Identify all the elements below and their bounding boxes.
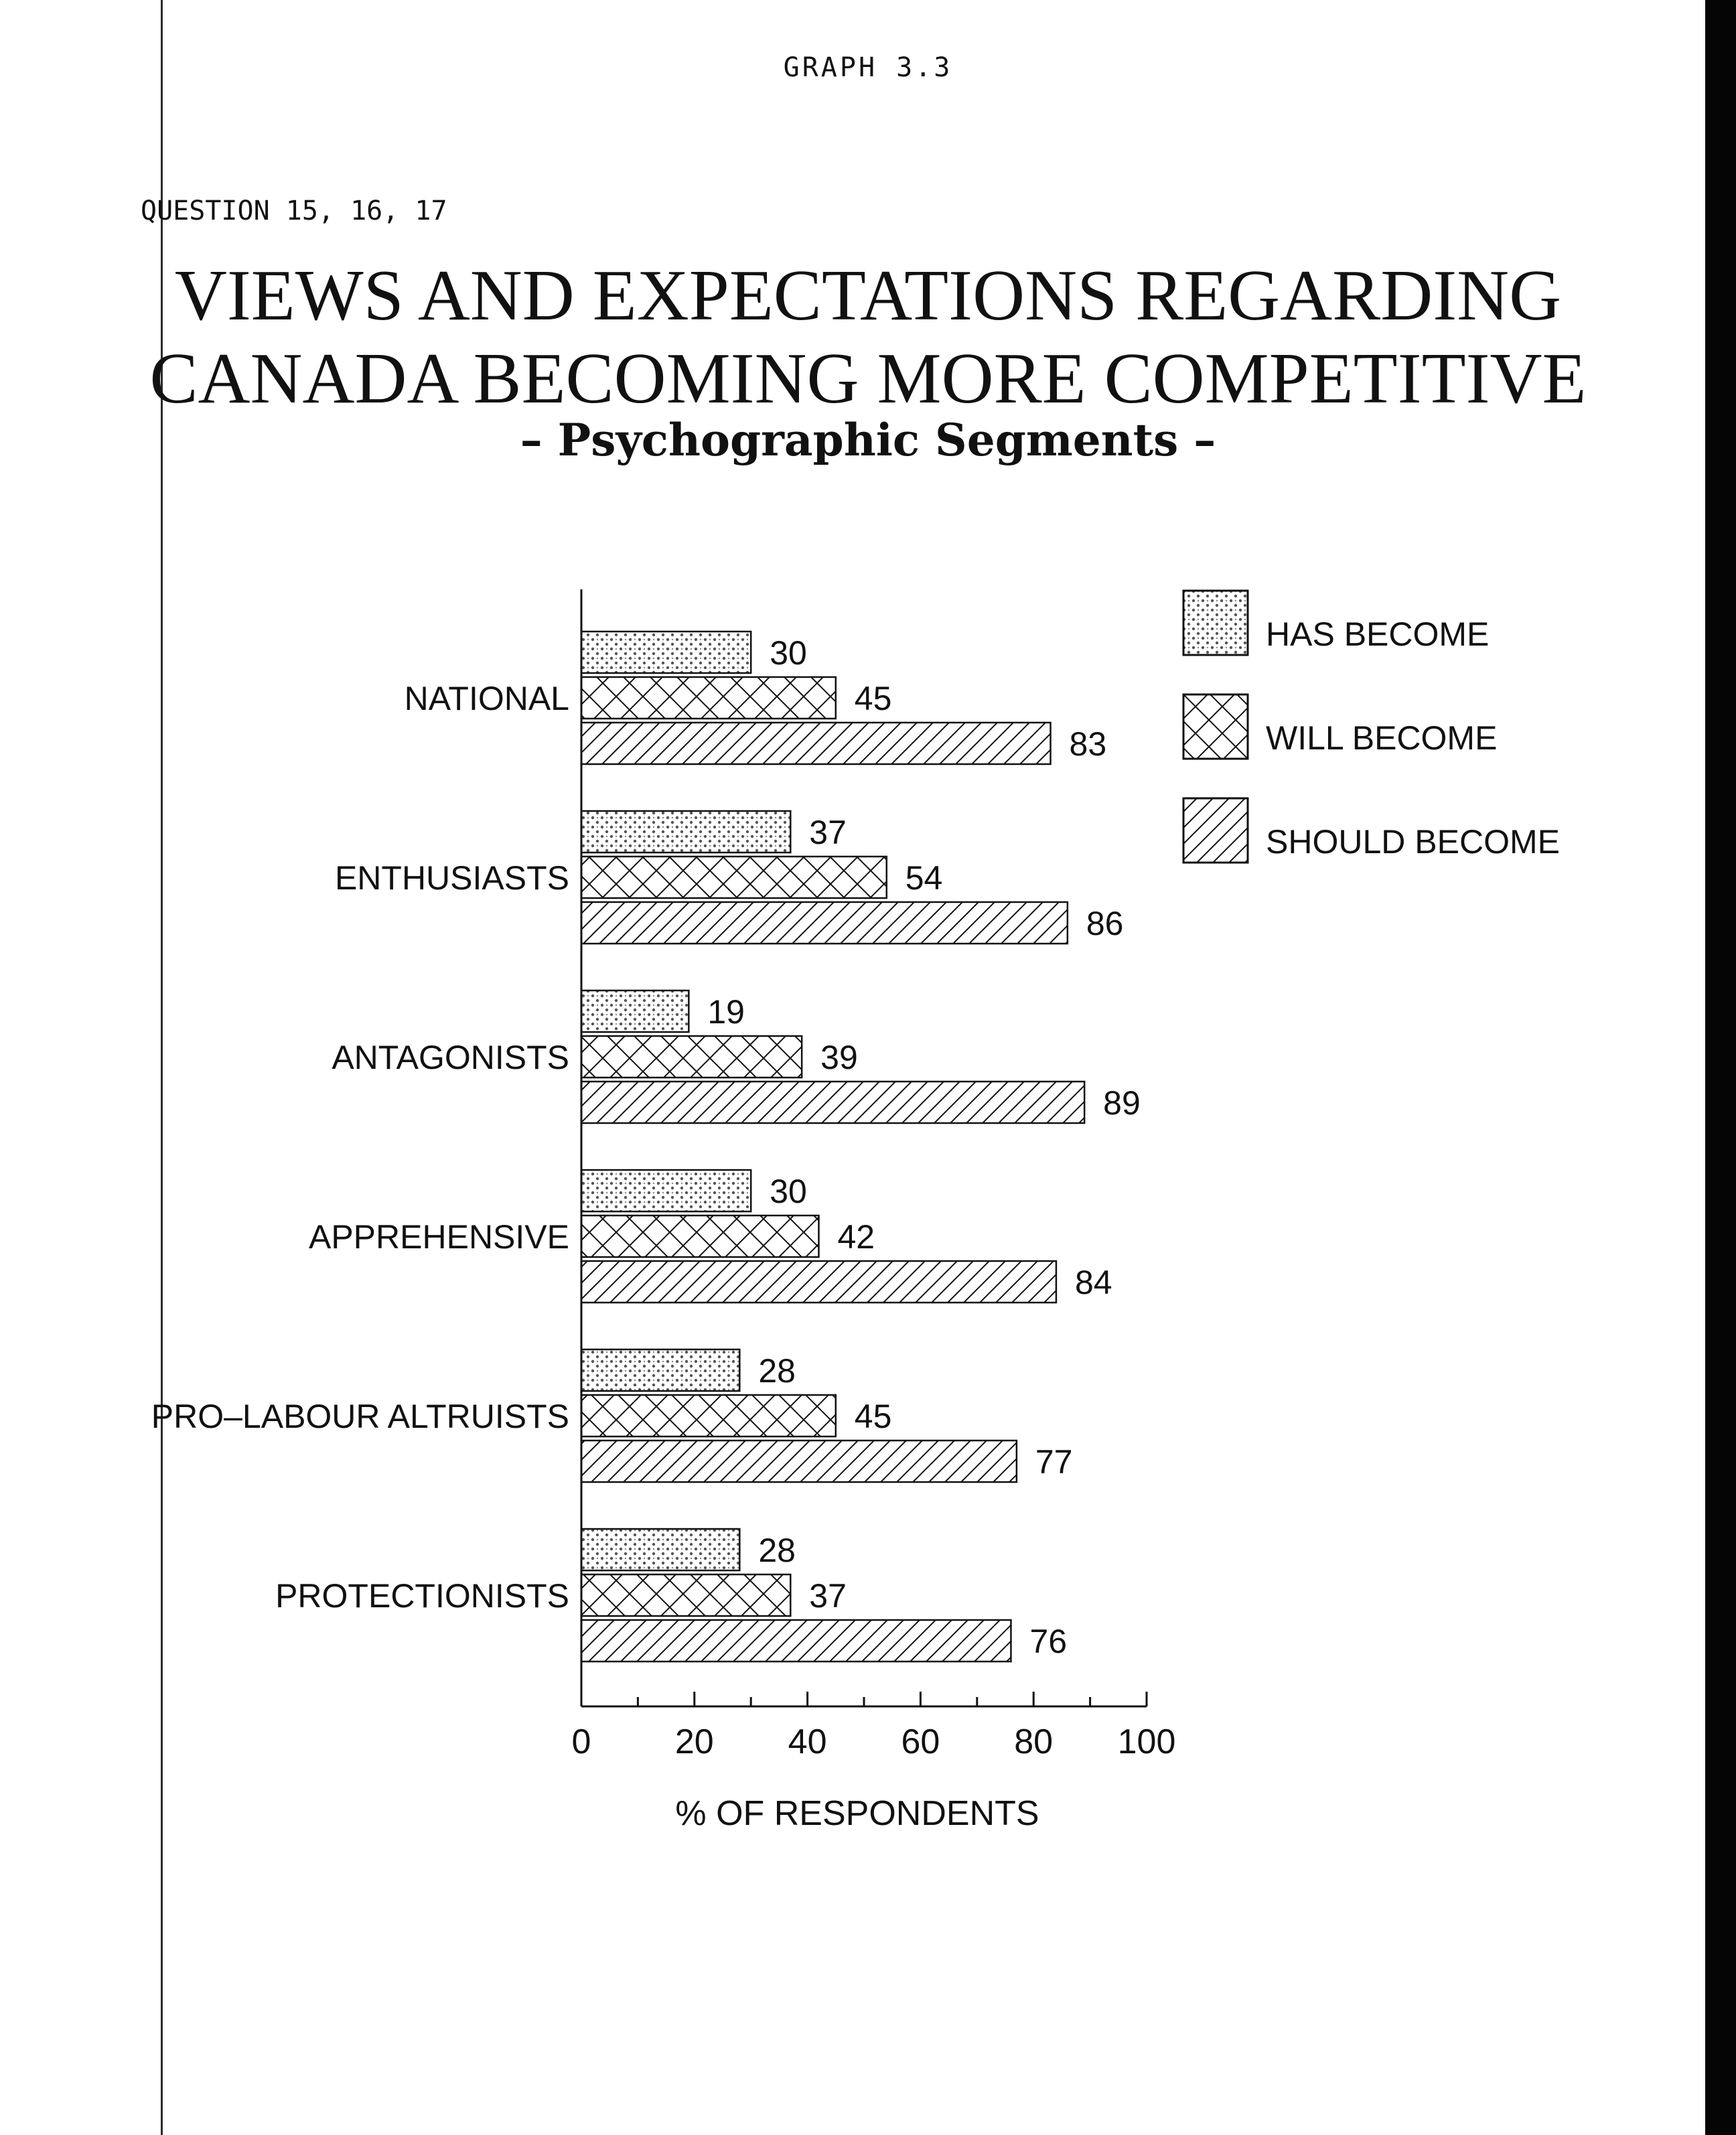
bar-national-will-become — [581, 677, 836, 719]
chart-title-line-2: CANADA BECOMING MORE COMPETITIVE — [149, 339, 1587, 419]
x-tick-label: 0 — [571, 1722, 591, 1761]
data-label-national-has-become: 30 — [770, 634, 807, 672]
x-tick-label: 20 — [674, 1722, 714, 1761]
category-label-apprehensive: APPREHENSIVE — [308, 1218, 569, 1256]
data-label-national-should-become: 83 — [1069, 725, 1107, 763]
bar-pro-labour-altruists-should-become — [581, 1441, 1017, 1482]
bar-antagonists-has-become — [581, 990, 689, 1032]
data-label-protectionists-has-become: 28 — [758, 1532, 796, 1569]
category-label-antagonists: ANTAGONISTS — [332, 1039, 569, 1076]
category-label-pro-labour-altruists: PRO–LABOUR ALTRUISTS — [151, 1398, 569, 1435]
data-label-apprehensive-has-become: 30 — [770, 1173, 807, 1210]
data-label-antagonists-will-become: 39 — [820, 1039, 858, 1076]
data-label-pro-labour-altruists-will-become: 45 — [854, 1398, 892, 1435]
category-label-national: NATIONAL — [404, 680, 569, 717]
legend-label-should-become: SHOULD BECOME — [1266, 823, 1560, 861]
legend-swatch-should-become — [1182, 797, 1249, 864]
legend-swatch-will-become — [1182, 693, 1249, 760]
data-label-protectionists-will-become: 37 — [809, 1577, 847, 1615]
bar-enthusiasts-has-become — [581, 811, 790, 853]
data-label-enthusiasts-will-become: 54 — [905, 859, 943, 897]
data-label-apprehensive-should-become: 84 — [1074, 1264, 1112, 1301]
data-label-national-will-become: 45 — [854, 680, 892, 717]
bar-protectionists-will-become — [581, 1574, 790, 1616]
bar-apprehensive-should-become — [581, 1261, 1056, 1303]
x-tick-label: 100 — [1117, 1722, 1176, 1761]
legend-label-will-become: WILL BECOME — [1266, 719, 1498, 757]
bar-antagonists-will-become — [581, 1036, 802, 1078]
bar-pro-labour-altruists-has-become — [581, 1349, 739, 1391]
bar-pro-labour-altruists-will-become — [581, 1395, 836, 1437]
data-label-apprehensive-will-become: 42 — [837, 1218, 875, 1256]
x-axis-title: % OF RESPONDENTS — [675, 1794, 1039, 1833]
x-tick-label: 40 — [788, 1722, 827, 1761]
question-reference: QUESTION 15, 16, 17 — [141, 196, 447, 226]
category-label-enthusiasts: ENTHUSIASTS — [334, 859, 569, 897]
chart-subtitle: – Psychographic Segments – — [520, 414, 1216, 466]
bar-enthusiasts-should-become — [581, 902, 1068, 944]
legend-swatch-has-become — [1182, 589, 1249, 656]
bar-apprehensive-has-become — [581, 1170, 751, 1211]
data-label-enthusiasts-should-become: 86 — [1086, 905, 1124, 942]
bar-national-should-become — [581, 723, 1051, 764]
category-label-protectionists: PROTECTIONISTS — [275, 1577, 569, 1615]
bar-protectionists-should-become — [581, 1620, 1011, 1662]
x-tick-label: 80 — [1014, 1722, 1054, 1761]
data-label-antagonists-should-become: 89 — [1103, 1084, 1141, 1122]
bar-antagonists-should-become — [581, 1082, 1084, 1123]
data-label-pro-labour-altruists-should-become: 77 — [1035, 1443, 1073, 1481]
bar-enthusiasts-will-become — [581, 857, 887, 898]
graph-number: GRAPH 3.3 — [783, 52, 953, 83]
data-label-protectionists-should-become: 76 — [1029, 1623, 1068, 1660]
legend-label-has-become: HAS BECOME — [1266, 615, 1490, 653]
bar-national-has-become — [581, 632, 751, 673]
data-label-antagonists-has-become: 19 — [707, 993, 745, 1031]
data-label-enthusiasts-has-become: 37 — [809, 814, 847, 851]
bar-apprehensive-will-become — [581, 1216, 818, 1257]
data-label-pro-labour-altruists-has-become: 28 — [758, 1352, 796, 1390]
chart-title-line-1: VIEWS AND EXPECTATIONS REGARDING — [174, 256, 1562, 336]
bar-protectionists-has-become — [581, 1529, 739, 1570]
x-tick-label: 60 — [901, 1722, 940, 1761]
